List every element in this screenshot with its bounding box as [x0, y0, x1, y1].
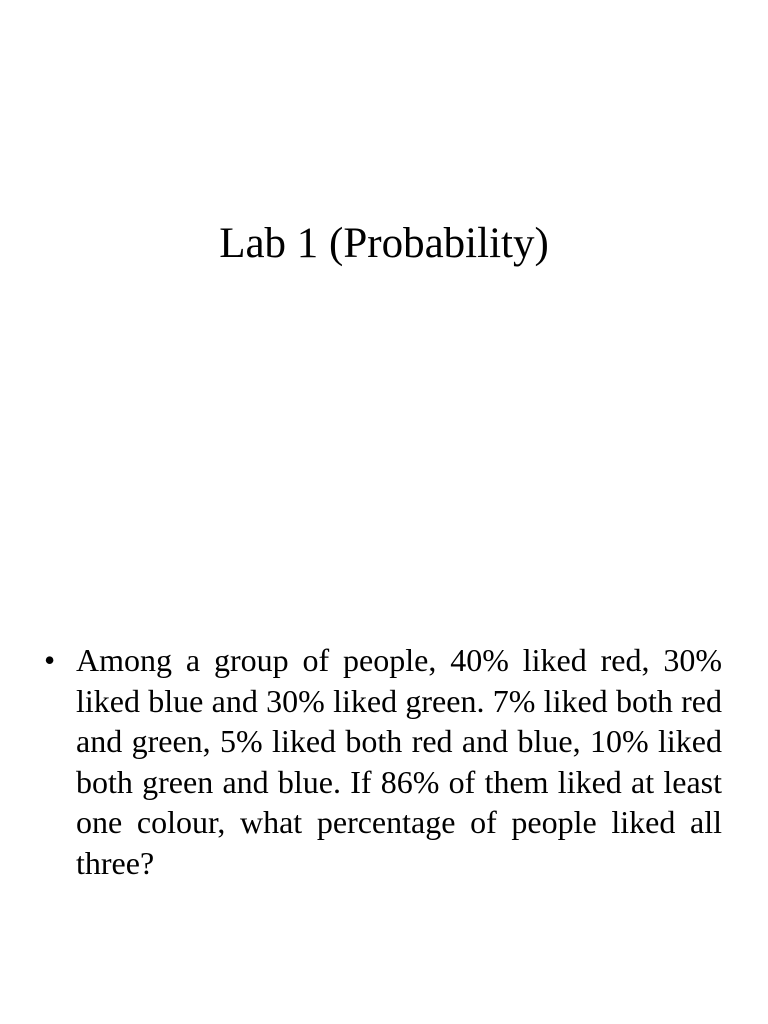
- bullet-item: [44, 640, 722, 883]
- slide-title: Lab 1 (Probability): [219, 220, 549, 267]
- bullet-marker: •: [44, 642, 56, 678]
- question-text: Among a group of people, 40% liked red, 30% liked blue and 30% liked green. 7% liked both red and green, 5% liked both red and blue, 10% liked both green and blue. If 86% of them liked at least one colour, what percentage of people liked all three?: [76, 642, 722, 881]
- bullet-list: [44, 640, 722, 883]
